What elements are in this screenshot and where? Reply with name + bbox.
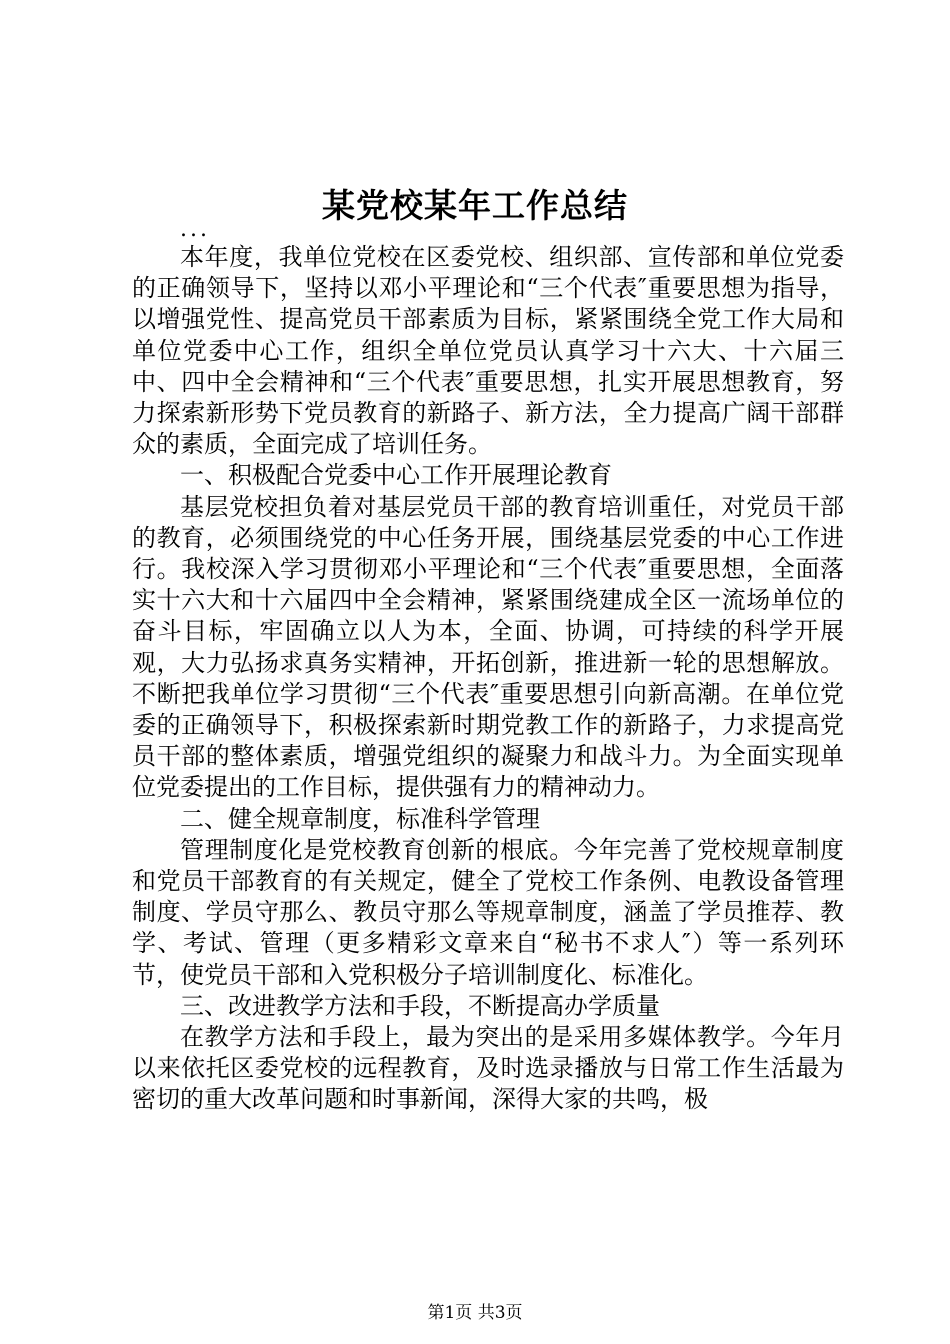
section-paragraph-1: 基层党校担负着对基层党员干部的教育培训重任，对党员干部的教育，必须围绕党的中心任务开展，围绕基层党委的中心工作进行。我校深入学习贯彻邓小平理论和“三个代表″重要思想，全面落实十六大和十六届四中全会精神，紧紧围绕建成全区一流场单位的奋斗目标，牢固确立以人为本，全面、协调，可持续的科学开展观，大力弘扬求真务实精神，开拓创新，推进新一轮的思想解放。不断把我单位学习贯彻“三个代表″重要思想引向新高潮。在单位党委的正确领导下，积极探索新时期党教工作的新路子，力求提高党员干部的整体素质，增强党组织的凝聚力和战斗力。为全面实现单位党委提出的工作目标，提供强有力的精神动力。 (132, 492, 844, 802)
section-paragraph-2: 管理制度化是党校教育创新的根底。今年完善了党校规章制度和党员干部教育的有关规定，健全了党校工作条例、电教设备管理制度、学员守那么、教员守那么等规章制度，涵盖了学员推荐、教学、考试、管理（更多精彩文章来自“秘书不求人″）等一系列环节，使党员干部和入党积极分子培训制度化、标准化。 (132, 835, 844, 989)
ellipsis-marker: ... (180, 217, 210, 242)
page-footer: 第1页 共3页 (427, 1303, 523, 1323)
section-heading-3: 三、改进教学方法和手段，不断提高办学质量 (180, 991, 660, 1020)
section-paragraph-3: 在教学方法和手段上，最为突出的是采用多媒体教学。今年月以来依托区委党校的远程教育，及时选录播放与日常工作生活最为密切的重大改革问题和时事新闻，深得大家的共鸣，极 (132, 1023, 844, 1114)
document-body (132, 242, 844, 1116)
document-title: 某党校某年工作总结 (322, 186, 628, 225)
section-heading-2: 二、健全规章制度，标准科学管理 (180, 804, 540, 833)
section-heading-1: 一、积极配合党委中心工作开展理论教育 (180, 461, 612, 490)
intro-paragraph: 本年度，我单位党校在区委党校、组织部、宣传部和单位党委的正确领导下，坚持以邓小平理论和“三个代表″重要思想为指导，以增强党性、提高党员干部素质为目标，紧紧围绕全党工作大局和单位党委中心工作，组织全单位党员认真学习十六大、十六届三中、四中全会精神和“三个代表″重要思想，扎实开展思想教育，努力探索新形势下党员教育的新路子、新方法，全力提高广阔干部群众的素质，全面完成了培训任务。 (132, 243, 844, 459)
